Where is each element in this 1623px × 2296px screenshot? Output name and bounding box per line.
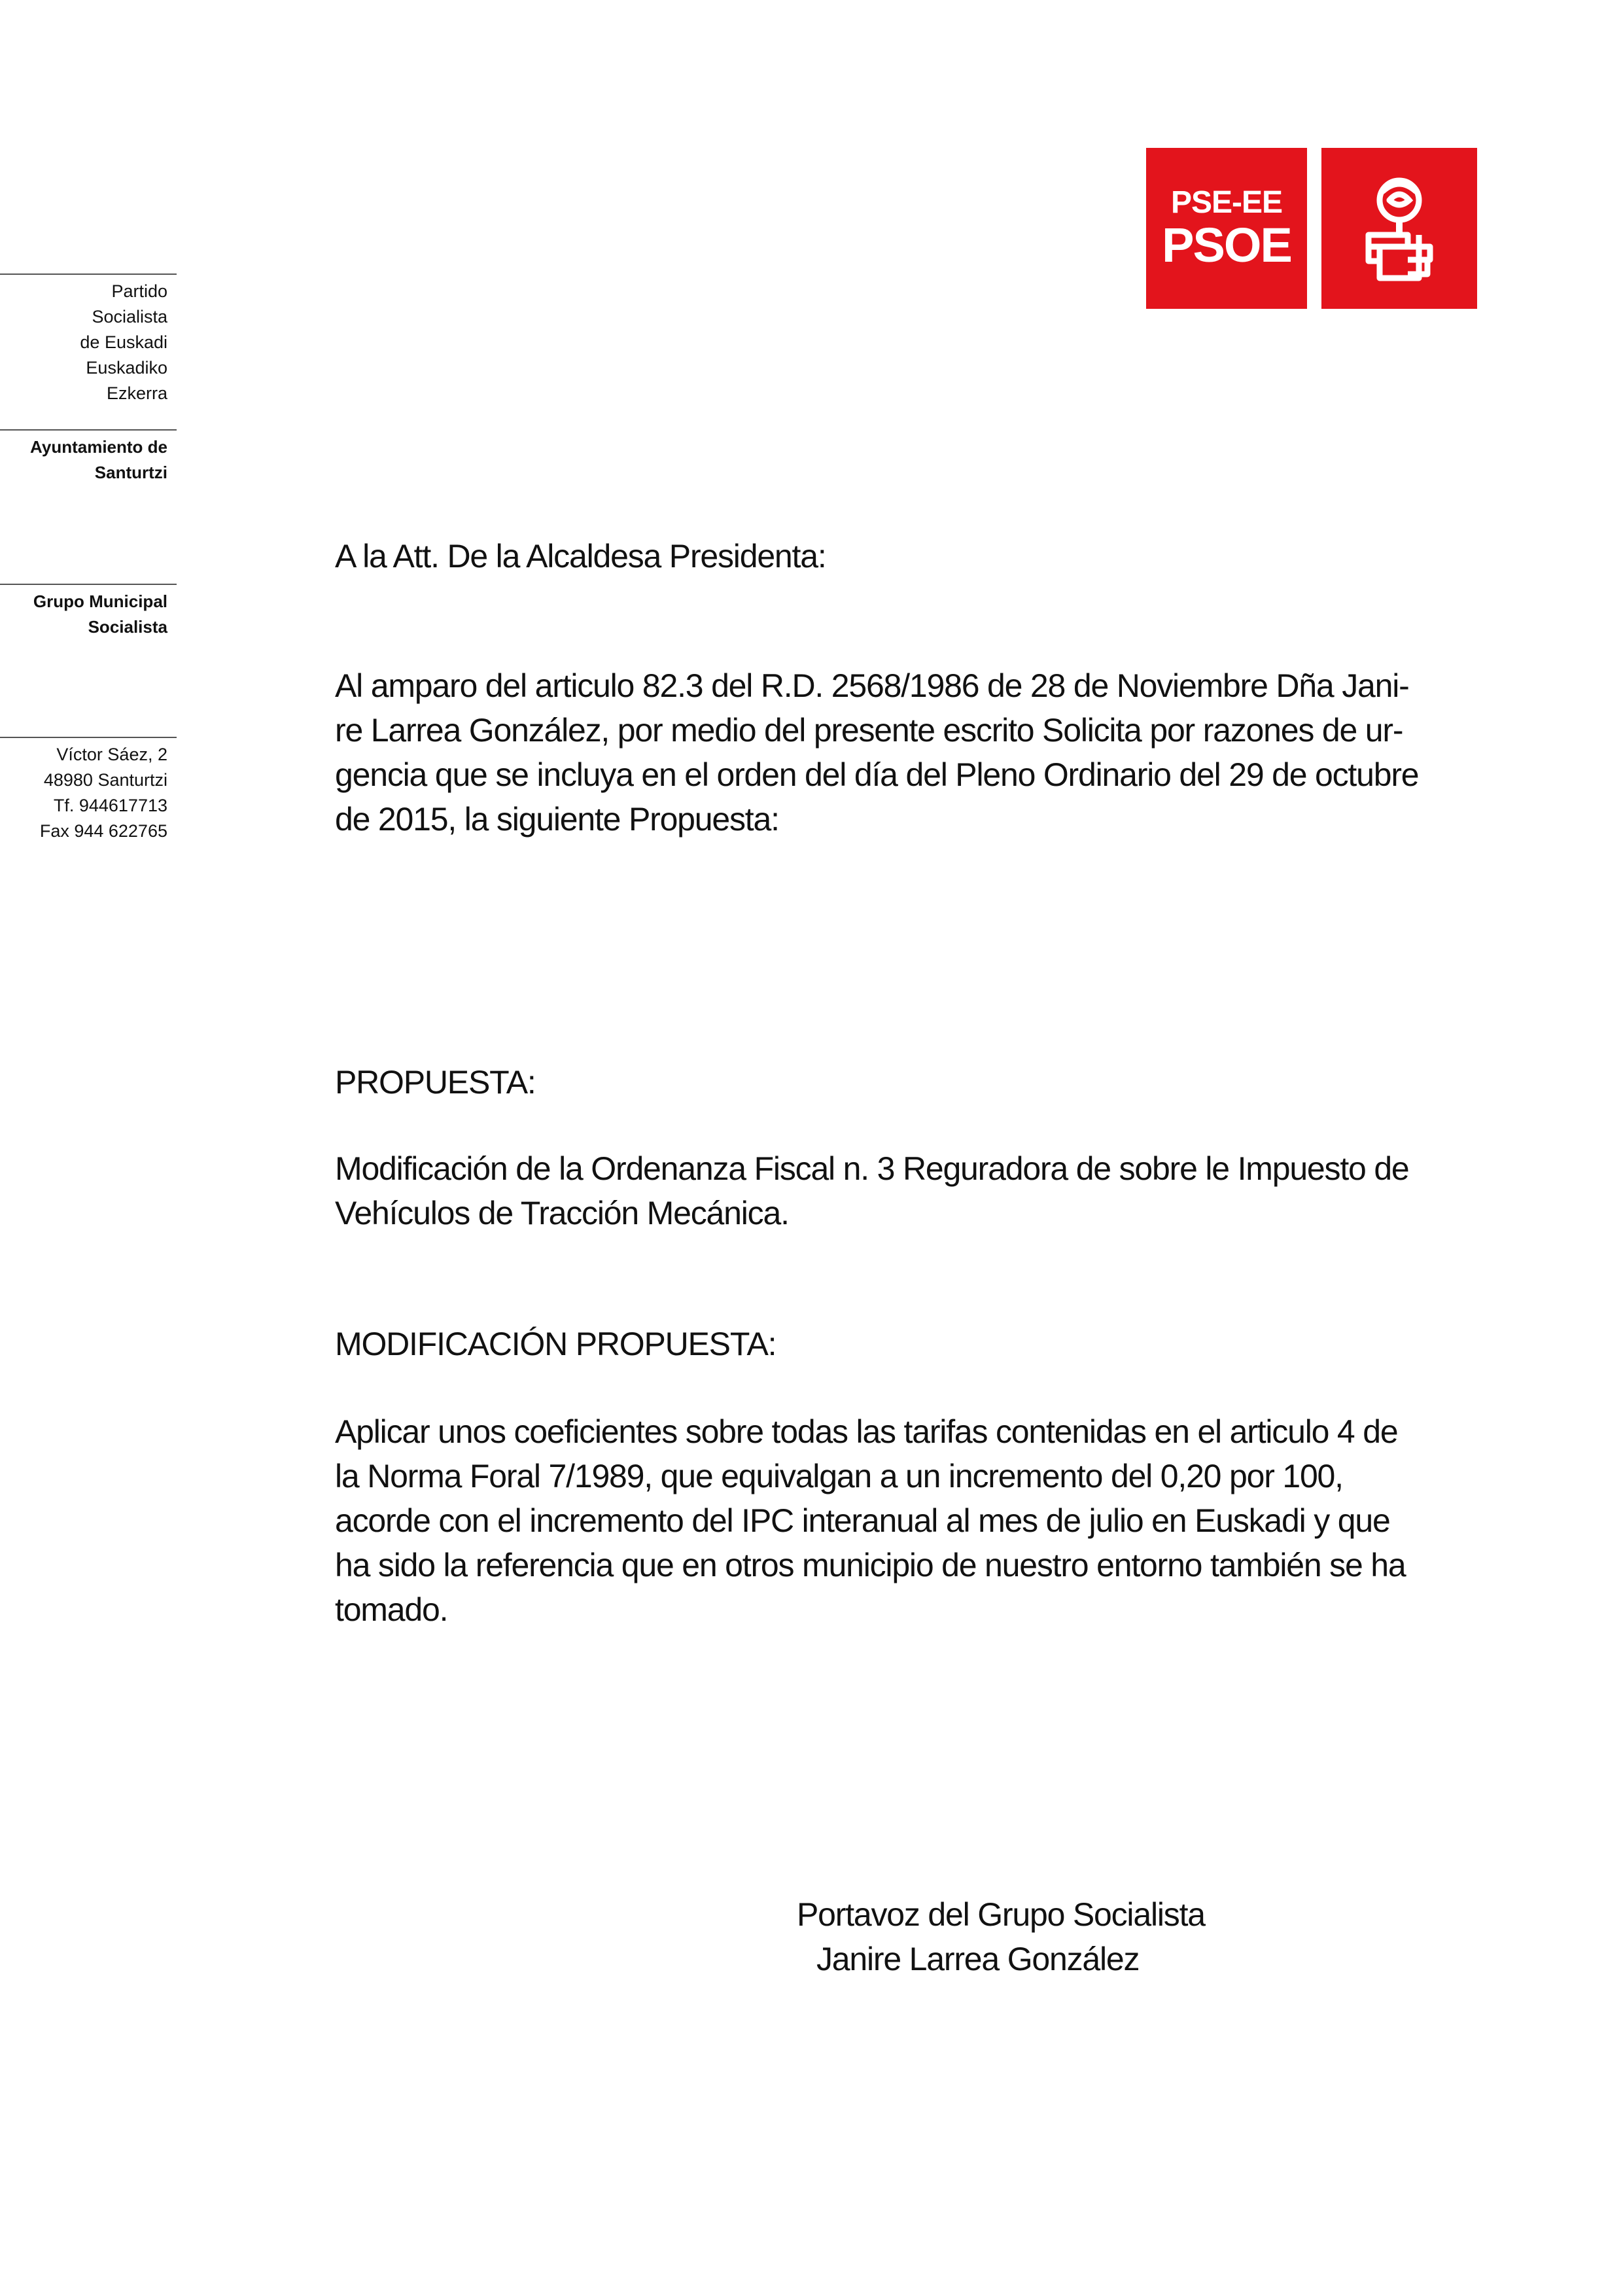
group-block [0, 584, 177, 640]
council-line: Santurtzi [94, 463, 167, 482]
party-line: Ezkerra [106, 383, 167, 403]
party-line: de Euskadi [80, 332, 167, 352]
proposal-line: Vehículos de Tracción Mecánica. [335, 1195, 789, 1231]
proposal-heading: PROPUESTA: [335, 1064, 536, 1101]
modification-heading: MODIFICACIÓN PROPUESTA: [335, 1326, 777, 1362]
modification-line: tomado. [335, 1591, 448, 1628]
signature-name: Janire Larrea González [816, 1941, 1140, 1977]
intro-line: Al amparo del articulo 82.3 del R.D. 2568/1986 de 28 de Noviembre Dña Jani- [335, 667, 1409, 704]
proposal-paragraph [335, 1146, 1437, 1235]
party-name-block [0, 274, 177, 406]
intro-line: gencia que se incluya en el orden del día del Pleno Ordinario del 29 de octubre [335, 756, 1419, 793]
signature-title: Portavoz del Grupo Socialista [797, 1896, 1205, 1933]
group-line: Socialista [88, 617, 167, 637]
address-line: Fax 944 622765 [39, 821, 167, 841]
group-line: Grupo Municipal [33, 592, 167, 611]
intro-line: de 2015, la siguiente Propuesta: [335, 801, 779, 838]
party-line: Socialista [92, 307, 167, 327]
address-line: Víctor Sáez, 2 [56, 745, 167, 764]
modification-paragraph [335, 1409, 1437, 1632]
party-logo [1146, 148, 1477, 309]
party-line: Partido [111, 281, 167, 301]
rose-fist-emblem [1350, 173, 1448, 284]
logo-text-block [1146, 148, 1307, 309]
modification-line: Aplicar unos coeficientes sobre todas las tarifas contenidas en el articulo 4 de [335, 1413, 1398, 1450]
address-line: Tf. 944617713 [53, 796, 167, 815]
council-line: Ayuntamiento de [30, 437, 167, 457]
council-block [0, 429, 177, 486]
intro-line: re Larrea González, por medio del presente escrito Solicita por razones de ur- [335, 712, 1403, 749]
party-line: Euskadiko [86, 358, 167, 378]
modification-line: ha sido la referencia que en otros municipio de nuestro entorno también se ha [335, 1547, 1406, 1583]
modification-line: acorde con el incremento del IPC interanual al mes de julio en Euskadi y que [335, 1502, 1390, 1539]
intro-paragraph [335, 663, 1437, 841]
logo-line-1: PSE-EE [1170, 185, 1283, 220]
address-block [0, 737, 177, 844]
address-line: 48980 Santurtzi [43, 770, 167, 790]
modification-line: la Norma Foral 7/1989, que equivalgan a un incremento del 0,20 por 100, [335, 1458, 1343, 1494]
logo-line-2: PSOE [1162, 218, 1291, 272]
proposal-line: Modificación de la Ordenanza Fiscal n. 3 Reguradora de sobre le Impuesto de [335, 1150, 1409, 1187]
rose-fist-icon [1321, 148, 1477, 309]
salutation: A la Att. De la Alcaldesa Presidenta: [335, 538, 826, 574]
